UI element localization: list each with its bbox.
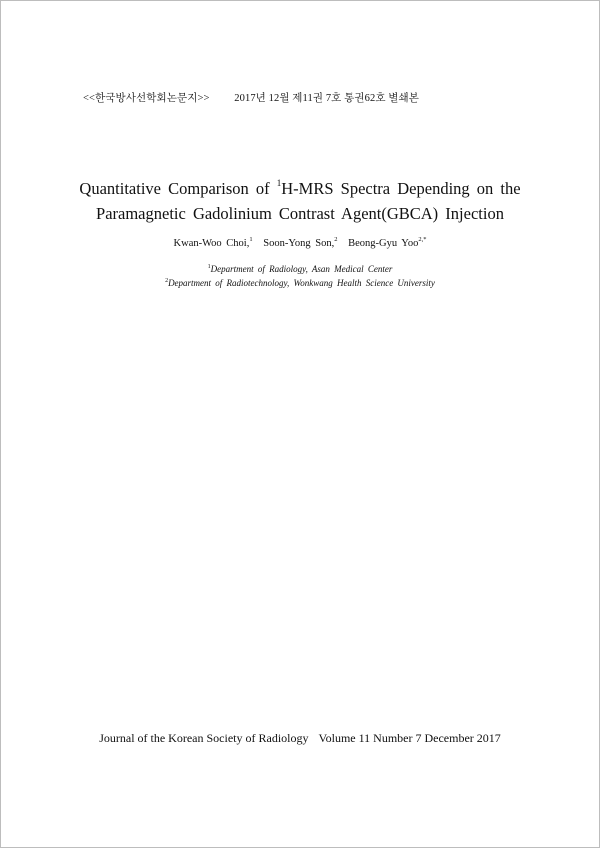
volume-info: Volume 11 Number 7 December 2017 — [318, 731, 501, 745]
issue-info: 2017년 12월 제11권 7호 통권62호 별쇄본 — [234, 93, 420, 104]
reprint-header — [83, 90, 419, 105]
affiliation-item — [0, 262, 600, 276]
author-affil-mark: 1 — [249, 236, 253, 243]
title-line-1 — [0, 176, 600, 201]
author-list — [0, 238, 600, 249]
title-line-1-pre: Quantitative Comparison of — [79, 179, 277, 198]
journal-footer — [0, 731, 600, 746]
author-name: Beong-Gyu Yoo — [348, 238, 419, 249]
affiliation-text: Department of Radiotechnology, Wonkwang Health Science University — [168, 278, 435, 288]
paper-title — [0, 176, 600, 226]
title-line-1-post: H-MRS Spectra Depending on the — [281, 179, 521, 198]
korean-journal-name: <<한국방사선학회논문지>> — [83, 93, 210, 104]
author-affil-mark: 2 — [334, 236, 338, 243]
journal-name: Journal of the Korean Society of Radiology — [99, 731, 309, 745]
affiliation-list — [0, 262, 600, 290]
title-line-2: Paramagnetic Gadolinium Contrast Agent(GBCA) Injection — [96, 204, 504, 223]
affiliation-mark: 1 — [207, 264, 211, 270]
affiliation-text: Department of Radiology, Asan Medical Center — [210, 264, 393, 274]
affiliation-item — [0, 276, 600, 290]
affiliation-mark: 2 — [165, 278, 169, 284]
title-superscript: 1 — [276, 178, 282, 188]
author-affil-mark: 2,* — [418, 236, 427, 243]
author-name: Kwan-Woo Choi, — [173, 238, 250, 249]
author-name: Soon-Yong Son, — [263, 238, 335, 249]
